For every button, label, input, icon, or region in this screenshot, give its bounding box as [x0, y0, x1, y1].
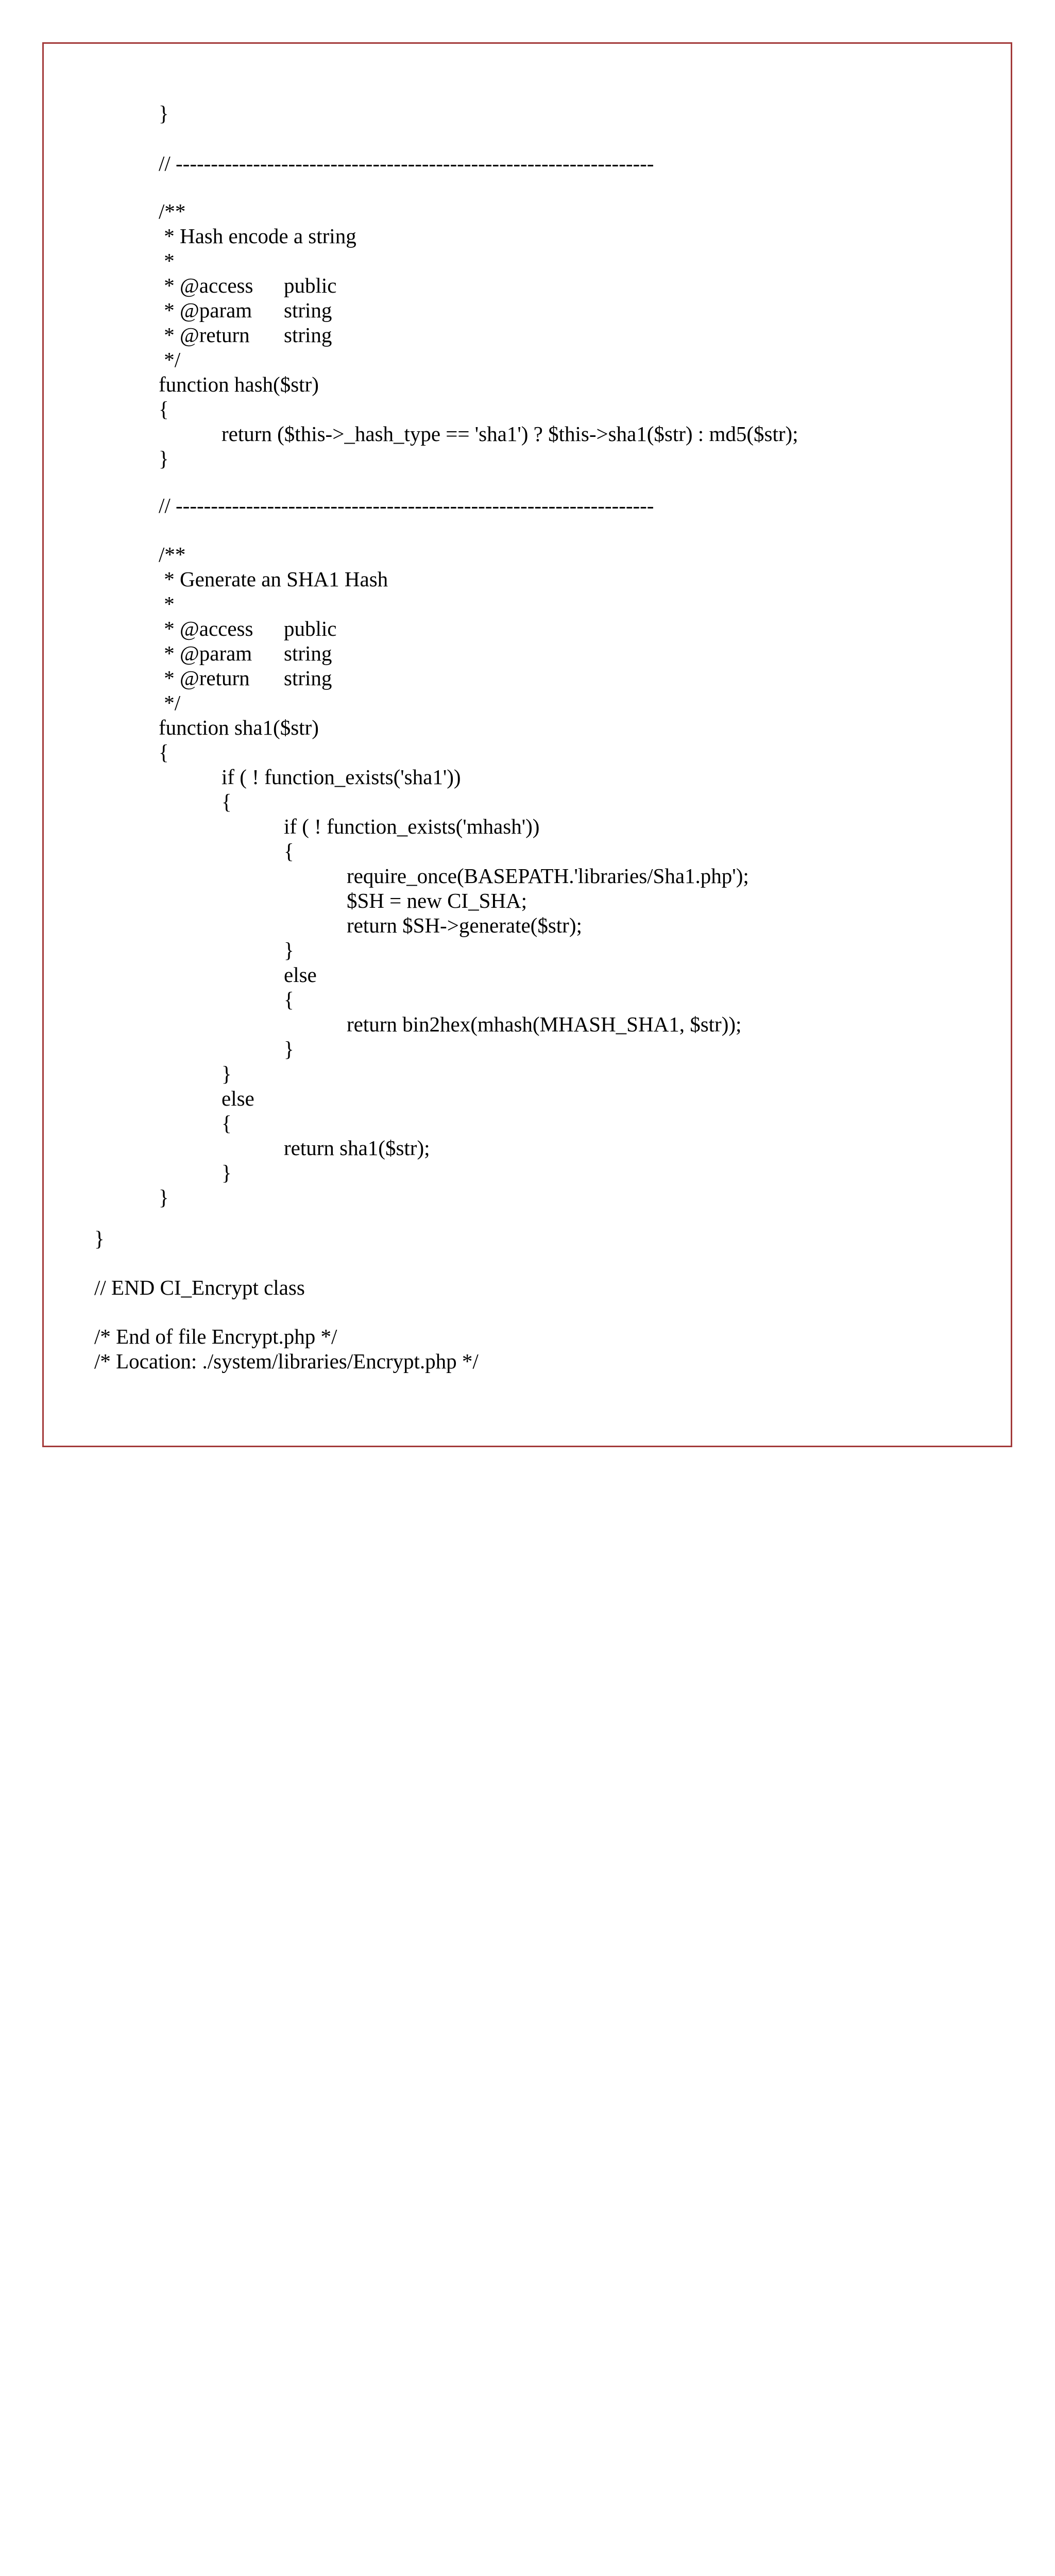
code-line-value: string	[284, 666, 332, 690]
code-line	[159, 151, 654, 176]
code-line	[222, 1086, 254, 1111]
code-line-text: return bin2hex(mhash(MHASH_SHA1, $str));	[347, 1012, 742, 1036]
code-line	[159, 542, 185, 567]
code-line	[159, 641, 332, 666]
code-line-text: {	[284, 988, 294, 1011]
code-line-text: /**	[159, 543, 186, 566]
code-line	[159, 446, 169, 471]
code-line	[94, 1349, 479, 1374]
code-line	[159, 347, 180, 372]
code-line	[159, 493, 654, 518]
code-line	[94, 1226, 105, 1251]
code-line	[284, 814, 539, 839]
code-line-text: return ($this->_hash_type == 'sha1') ? $this->sha1($str) : md5($str);	[222, 422, 798, 446]
code-line-value: public	[284, 617, 337, 640]
code-line-text: * @param	[159, 298, 252, 322]
code-line	[284, 839, 294, 863]
code-line-text: }	[94, 1227, 105, 1250]
code-line	[284, 938, 294, 962]
code-line	[159, 372, 319, 397]
code-line-text: {	[222, 790, 232, 814]
code-line	[347, 1012, 741, 1037]
code-line-text: * @return	[159, 666, 250, 690]
code-line-value: string	[284, 641, 332, 665]
code-line-text: */	[159, 348, 181, 371]
code-line	[347, 888, 527, 913]
code-line-text: }	[222, 1161, 232, 1184]
code-line-text: *	[159, 249, 175, 273]
code-line	[159, 248, 175, 273]
code-line-text: }	[159, 1185, 169, 1209]
code-line-text: return $SH->generate($str);	[347, 913, 582, 937]
code-line-text: }	[284, 1037, 294, 1061]
code-line-text: {	[284, 839, 294, 863]
page-footer	[0, 1418, 1055, 1449]
code-line	[222, 765, 461, 789]
code-line	[222, 789, 232, 814]
code-line-text: // --------------------------------------------------------------------	[159, 151, 654, 175]
code-line-text: return sha1($str);	[284, 1136, 430, 1160]
code-line	[159, 1185, 169, 1210]
code-line	[222, 1160, 232, 1185]
code-line	[159, 616, 337, 641]
code-line	[159, 298, 332, 323]
code-line-text: *	[159, 592, 175, 616]
code-line	[159, 323, 332, 347]
code-line-text: * @access	[159, 617, 253, 640]
code-line-text: // END CI_Encrypt class	[94, 1276, 305, 1299]
code-line	[159, 740, 169, 765]
code-line-text: function sha1($str)	[159, 716, 319, 739]
code-line	[284, 1136, 430, 1160]
code-line-text: else	[222, 1087, 254, 1110]
code-line	[94, 1324, 337, 1349]
code-line-value: string	[284, 323, 332, 347]
code-line	[159, 591, 175, 616]
code-line-text: else	[284, 963, 317, 987]
code-line	[159, 199, 185, 224]
code-line-text: {	[222, 1111, 232, 1135]
code-line-text: function hash($str)	[159, 372, 319, 396]
code-line	[159, 666, 332, 690]
code-line-value: public	[284, 274, 337, 297]
code-line-text: * Generate an SHA1 Hash	[159, 567, 388, 591]
code-line-text: $SH = new CI_SHA;	[347, 889, 528, 912]
code-line	[284, 987, 294, 1012]
code-line	[347, 863, 749, 888]
code-line	[222, 1061, 232, 1086]
code-line-text: }	[159, 101, 169, 125]
code-line-text: /* End of file Encrypt.php */	[94, 1325, 337, 1348]
code-line-text: */	[159, 691, 181, 715]
code-line-text: require_once(BASEPATH.'libraries/Sha1.php');	[347, 864, 749, 888]
code-line	[159, 567, 388, 591]
code-line	[159, 690, 180, 715]
code-line-text: }	[222, 1062, 232, 1086]
code-line-text: // --------------------------------------------------------------------	[159, 494, 654, 517]
code-line	[284, 1037, 294, 1061]
code-line	[222, 1111, 232, 1136]
code-line-text: }	[159, 447, 169, 470]
code-line	[159, 397, 169, 421]
code-line-text: * @param	[159, 641, 252, 665]
code-line	[159, 101, 169, 126]
code-line-text: if ( ! function_exists('sha1'))	[222, 765, 461, 789]
code-line	[94, 1275, 305, 1300]
code-line-text: /* Location: ./system/libraries/Encrypt.php */	[94, 1349, 479, 1373]
code-line	[222, 421, 798, 446]
code-line-text: if ( ! function_exists('mhash'))	[284, 815, 540, 838]
code-line-text: * @return	[159, 323, 250, 347]
code-line	[159, 224, 356, 248]
code-line-value: string	[284, 298, 332, 322]
code-line	[159, 715, 319, 740]
code-line-text: * @access	[159, 274, 253, 297]
code-line	[284, 962, 317, 987]
code-line	[159, 273, 337, 298]
code-line-text: {	[159, 397, 169, 421]
code-line-text: * Hash encode a string	[159, 224, 356, 248]
code-line-text: /**	[159, 199, 186, 223]
code-line-text: {	[159, 740, 169, 764]
code-line-text: }	[284, 938, 294, 962]
code-line	[347, 913, 582, 938]
